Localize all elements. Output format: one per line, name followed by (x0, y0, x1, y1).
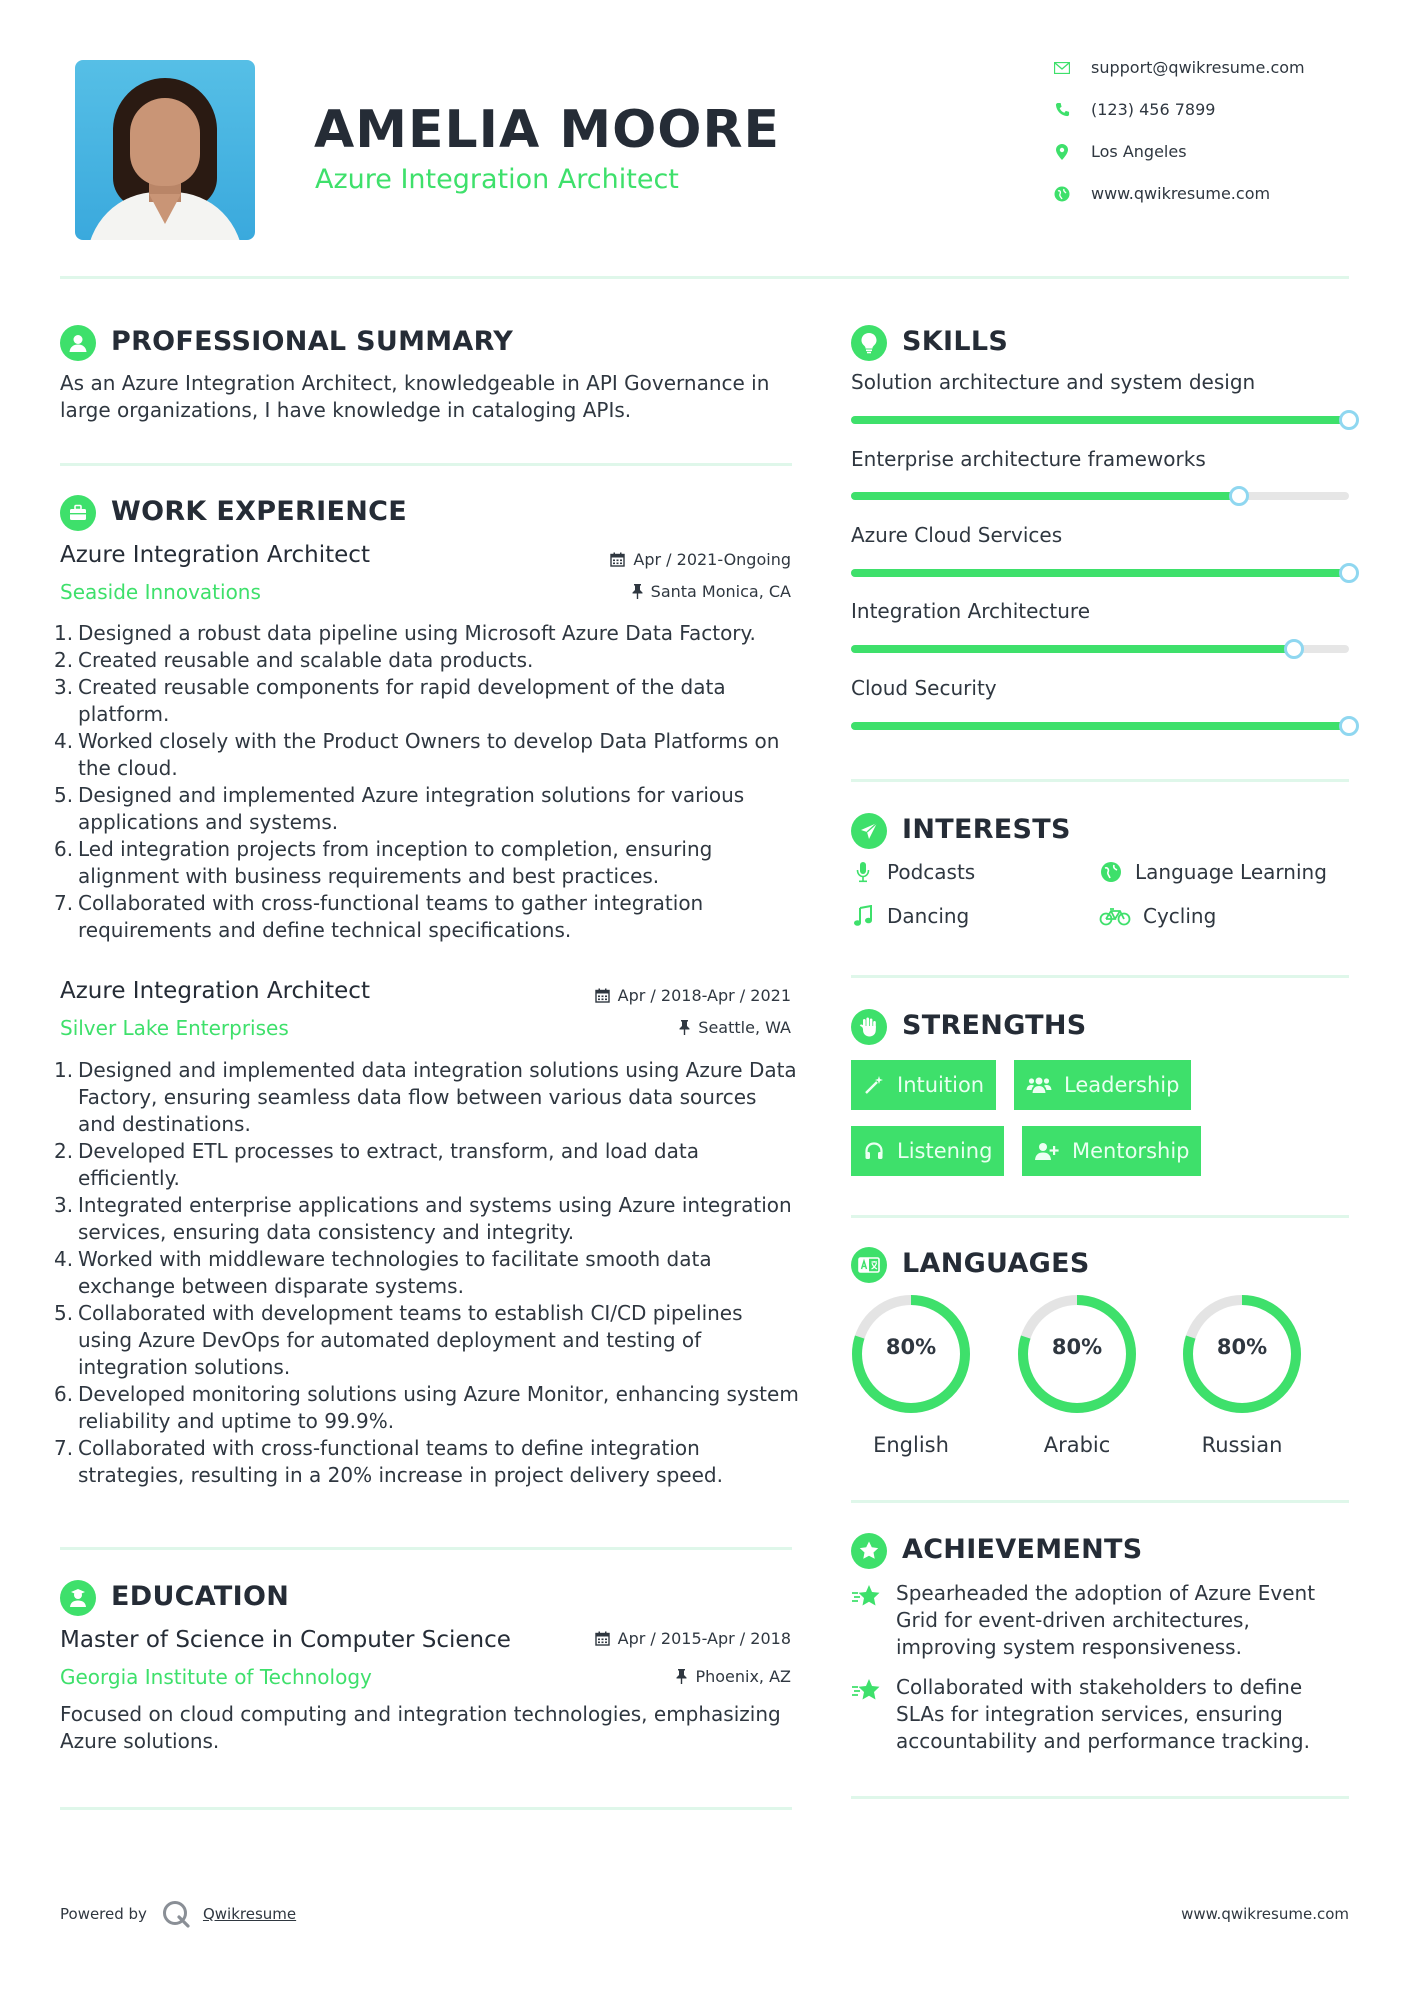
experience-divider (60, 1547, 792, 1550)
star-icon (851, 1676, 883, 1706)
location-text: Los Angeles (1091, 142, 1187, 161)
skill-bar-fill (851, 645, 1294, 653)
job-1-title: Azure Integration Architect (60, 542, 370, 568)
interest-item: Podcasts (851, 860, 975, 884)
list-item: 5. Designed and implemented Azure integration solutions for various applications and systems. (54, 783, 745, 834)
list-item: 4. Worked with middleware technologies to facilitate smooth data exchange between disparate systems. (54, 1247, 712, 1298)
bicycle-icon (1099, 904, 1131, 928)
skill-label: Integration Architecture (851, 599, 1091, 623)
calendar-icon (610, 552, 625, 567)
footer-powered-by (60, 1899, 296, 1929)
education-location: Phoenix, AZ (520, 1667, 791, 1686)
summary-heading: PROFESSIONAL SUMMARY (111, 326, 514, 357)
skill-bar-handle (1339, 716, 1359, 736)
job-2-location: Seattle, WA (520, 1018, 791, 1037)
skill-label: Azure Cloud Services (851, 523, 1063, 547)
list-item: 2. Created reusable and scalable data products. (54, 648, 534, 672)
skill-bar-fill (851, 416, 1349, 424)
language-percent: 80% (1051, 1335, 1103, 1359)
achievements-divider (851, 1796, 1349, 1799)
briefcase-icon (60, 495, 96, 531)
user-plus-icon (1034, 1140, 1060, 1162)
achievements-heading: ACHIEVEMENTS (902, 1534, 1143, 1565)
user-icon (60, 325, 96, 361)
skill-bar-fill (851, 569, 1349, 577)
education-school: Georgia Institute of Technology (60, 1665, 372, 1689)
skill-bar-handle (1339, 410, 1359, 430)
education-dates: Apr / 2015-Apr / 2018 (520, 1629, 791, 1648)
powered-by-text: Powered by (60, 1905, 147, 1923)
interest-item: Dancing (851, 904, 969, 928)
candidate-title: Azure Integration Architect (315, 164, 679, 195)
education-divider (60, 1807, 792, 1810)
contact-website[interactable] (1053, 184, 1270, 203)
paper-plane-icon (851, 813, 887, 849)
music-note-icon (851, 904, 875, 928)
interests-divider (851, 975, 1349, 978)
language-name: English (873, 1433, 949, 1457)
graduation-icon (60, 1580, 96, 1616)
list-item: 2. Developed ETL processes to extract, transform, and load data efficiently. (54, 1139, 699, 1190)
job-1-bullets (54, 620, 800, 944)
microphone-icon (851, 860, 875, 884)
phone-icon (1053, 101, 1071, 119)
list-item: 1. Designed and implemented data integration solutions using Azure Data Factory, ensuring seamless data flow between various data sources and destinations. (54, 1058, 797, 1136)
languages-divider (851, 1500, 1349, 1503)
magic-wand-icon (863, 1074, 885, 1096)
strengths-divider (851, 1215, 1349, 1218)
candidate-name: AMELIA MOORE (314, 100, 781, 160)
language-percent: 80% (885, 1335, 937, 1359)
email-text: support@qwikresume.com (1091, 58, 1305, 77)
list-item: 6. Led integration projects from inception to completion, ensuring alignment with business requirements and best practices. (54, 837, 713, 888)
map-pin-icon (1053, 143, 1071, 161)
strength-chip: Mentorship (1022, 1126, 1201, 1176)
job-2-company: Silver Lake Enterprises (60, 1016, 289, 1040)
interests-heading: INTERESTS (902, 814, 1071, 845)
list-item: 3. Created reusable components for rapid development of the data platform. (54, 675, 726, 726)
language-name: Arabic (1043, 1433, 1111, 1457)
profile-photo (75, 60, 255, 240)
skill-bar (851, 722, 1349, 730)
globe-icon (1053, 185, 1071, 203)
website-text: www.qwikresume.com (1091, 184, 1271, 203)
language-name: Russian (1201, 1433, 1283, 1457)
job-1-location: Santa Monica, CA (520, 582, 791, 601)
calendar-icon (595, 1631, 610, 1646)
skill-bar-handle (1284, 639, 1304, 659)
skill-label: Cloud Security (851, 676, 997, 700)
globe-icon (1099, 860, 1123, 884)
list-item: 6. Developed monitoring solutions using Azure Monitor, enhancing system reliability and uptime to 99.9%. (54, 1382, 799, 1433)
qwikresume-link[interactable]: Qwikresume (202, 1905, 297, 1923)
job-1-company: Seaside Innovations (60, 580, 261, 604)
education-text: Focused on cloud computing and integration technologies, emphasizing Azure solutions. (60, 1702, 781, 1753)
strength-chip: Listening (851, 1126, 1004, 1176)
hand-icon (851, 1009, 887, 1045)
calendar-icon (595, 988, 610, 1003)
contact-email[interactable] (1053, 58, 1305, 77)
list-item: 1. Designed a robust data pipeline using Microsoft Azure Data Factory. (54, 621, 756, 645)
qwikresume-logo-icon (161, 1899, 191, 1929)
strength-chip: Leadership (1014, 1060, 1191, 1110)
language-item (1016, 1293, 1138, 1457)
header-divider (60, 276, 1349, 279)
summary-text: As an Azure Integration Architect, knowledgeable in API Governance in large organizations, I have knowledge in cataloging APIs. (60, 371, 770, 422)
languages-heading: LANGUAGES (902, 1248, 1090, 1279)
contact-phone[interactable] (1053, 100, 1215, 119)
job-2-dates: Apr / 2018-Apr / 2021 (520, 986, 791, 1005)
summary-divider (60, 463, 792, 466)
medal-star-icon (851, 1533, 887, 1569)
footer-website[interactable]: www.qwikresume.com (1181, 1905, 1349, 1923)
list-item: 4. Worked closely with the Product Owners to develop Data Platforms on the cloud. (54, 729, 780, 780)
headphones-icon (863, 1140, 885, 1162)
skills-heading: SKILLS (902, 326, 1009, 357)
education-heading: EDUCATION (111, 1581, 290, 1612)
skill-bar-fill (851, 722, 1349, 730)
pushpin-icon (679, 1020, 690, 1035)
language-item (850, 1293, 972, 1457)
list-item: 7. Collaborated with cross-functional teams to gather integration requirements and define technical specifications. (54, 891, 704, 942)
skill-bar (851, 569, 1349, 577)
skill-label: Enterprise architecture frameworks (851, 447, 1206, 471)
job-2-title: Azure Integration Architect (60, 978, 370, 1004)
education-degree: Master of Science in Computer Science (60, 1627, 511, 1653)
interest-item: Language Learning (1099, 860, 1327, 884)
skill-bar (851, 416, 1349, 424)
skills-divider (851, 779, 1349, 782)
list-item: 7. Collaborated with cross-functional teams to define integration strategies, resulting in a 20% increase in project delivery speed. (54, 1436, 723, 1487)
language-percent: 80% (1216, 1335, 1268, 1359)
envelope-icon (1053, 59, 1071, 77)
contact-location (1053, 142, 1187, 161)
strengths-heading: STRENGTHS (902, 1010, 1087, 1041)
star-icon (851, 1582, 883, 1612)
strength-chip: Intuition (851, 1060, 996, 1110)
translate-icon (851, 1247, 887, 1283)
list-item: 3. Integrated enterprise applications and systems using Azure integration services, ensuring data consistency and integrity. (54, 1193, 792, 1244)
skill-bar-handle (1339, 563, 1359, 583)
list-item: 5. Collaborated with development teams to establish CI/CD pipelines using Azure DevOps for automated deployment and testing of integration solutions. (54, 1301, 743, 1379)
interest-item: Cycling (1099, 904, 1216, 928)
job-1-dates: Apr / 2021-Ongoing (520, 550, 791, 569)
job-2-bullets (54, 1057, 800, 1489)
lightbulb-icon (851, 325, 887, 361)
group-icon (1026, 1074, 1052, 1096)
language-item (1181, 1293, 1303, 1457)
experience-heading: WORK EXPERIENCE (111, 496, 407, 527)
skill-bar-handle (1229, 486, 1249, 506)
skill-bar (851, 645, 1349, 653)
phone-text: (123) 456 7899 (1091, 100, 1216, 119)
skill-bar-fill (851, 492, 1239, 500)
skill-bar (851, 492, 1349, 500)
pushpin-icon (676, 1669, 687, 1684)
skill-label: Solution architecture and system design (851, 370, 1256, 394)
pushpin-icon (632, 584, 643, 599)
